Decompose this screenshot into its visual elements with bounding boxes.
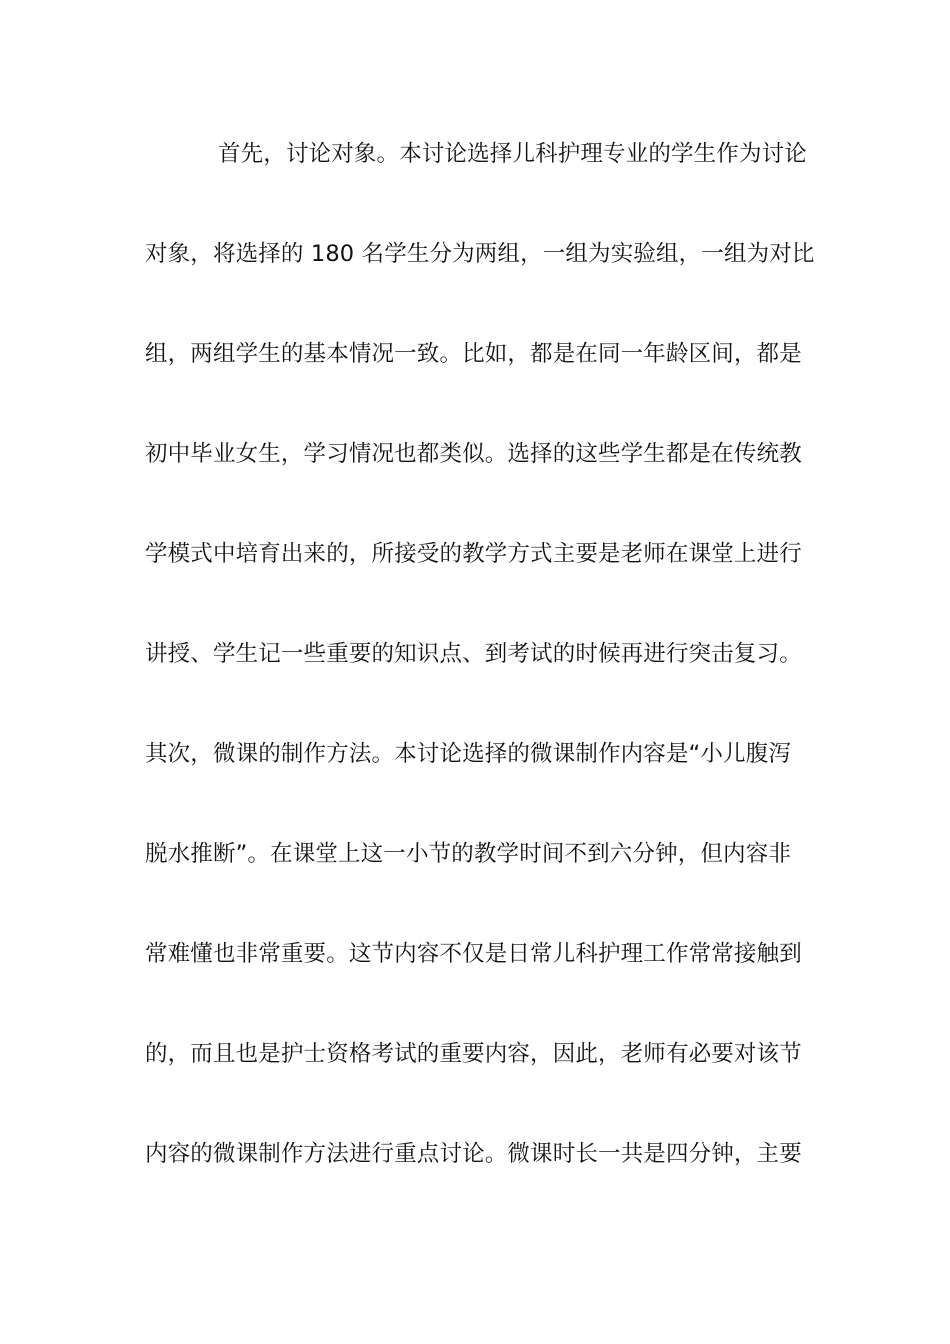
text-line: 首先，讨论对象。本讨论选择儿科护理专业的学生作为讨论 xyxy=(218,141,807,167)
text-line: 学模式中培育出来的，所接受的教学方式主要是老师在课堂上进行 xyxy=(145,541,802,567)
text-line: 其次，微课的制作方法。本讨论选择的微课制作内容是“小儿腹泻 xyxy=(145,741,792,767)
text-line: 内容的微课制作方法进行重点讨论。微课时长一共是四分钟，主要 xyxy=(145,1141,802,1167)
text-line: 脱水推断”。在课堂上这一小节的教学时间不到六分钟，但内容非 xyxy=(145,841,792,867)
text-line: 讲授、学生记一些重要的知识点、到考试的时候再进行突击复习。 xyxy=(145,641,802,667)
body-text xyxy=(145,133,815,1233)
text-line: 初中毕业女生，学习情况也都类似。选择的这些学生都是在传统教 xyxy=(145,441,802,467)
text-line: 组，两组学生的基本情况一致。比如，都是在同一年龄区间，都是 xyxy=(145,341,802,367)
text-line: 对象，将选择的 180 名学生分为两组，一组为实验组，一组为对比 xyxy=(145,241,815,267)
text-line: 常难懂也非常重要。这节内容不仅是日常儿科护理工作常常接触到 xyxy=(145,941,802,967)
text-line: 的，而且也是护士资格考试的重要内容，因此，老师有必要对该节 xyxy=(145,1041,802,1067)
